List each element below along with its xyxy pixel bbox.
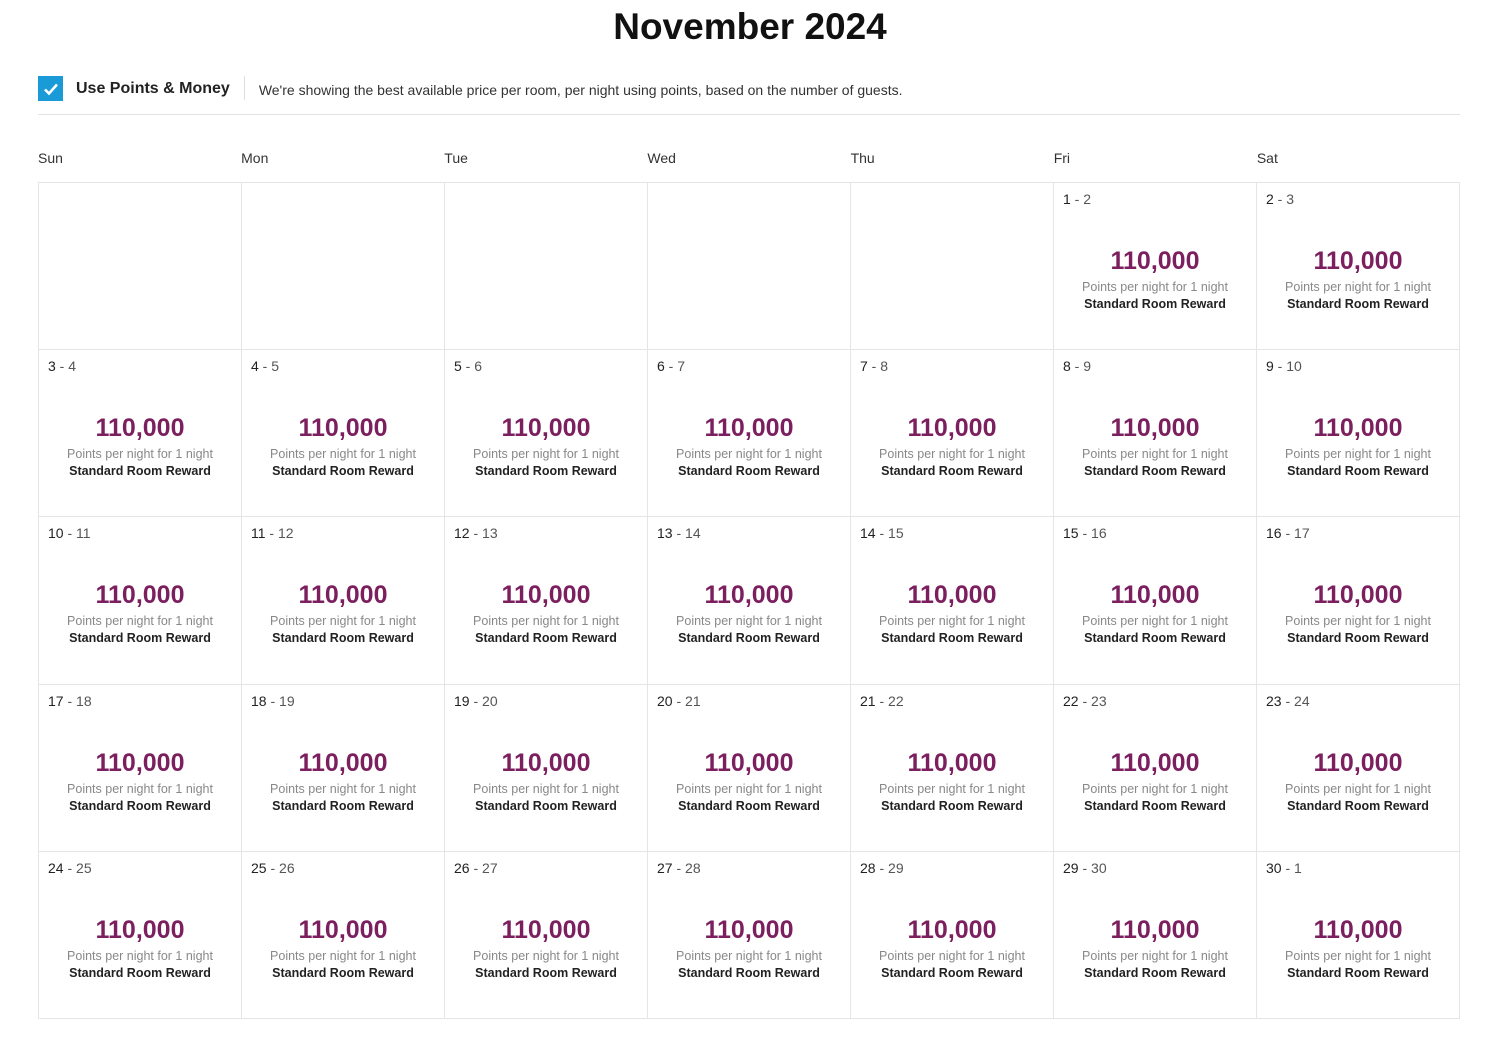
points-price: 110,000 xyxy=(1313,581,1403,610)
points-subtitle: Points per night for 1 night xyxy=(67,447,213,462)
room-type: Standard Room Reward xyxy=(678,464,820,479)
room-type: Standard Room Reward xyxy=(678,631,820,646)
calendar-day-cell[interactable] xyxy=(242,685,445,852)
points-price: 110,000 xyxy=(298,915,388,944)
points-subtitle: Points per night for 1 night xyxy=(1285,948,1431,963)
check-in-day: 14 xyxy=(860,525,876,542)
points-subtitle: Points per night for 1 night xyxy=(1082,614,1228,629)
date-range: 3 - 4 xyxy=(48,358,77,375)
weekday-header xyxy=(38,150,1460,166)
check-out-day: 11 xyxy=(76,525,91,542)
date-range: 15 - 16 xyxy=(1063,525,1107,542)
room-type: Standard Room Reward xyxy=(475,798,617,813)
check-out-day: 25 xyxy=(76,859,92,876)
room-type: Standard Room Reward xyxy=(1084,631,1226,646)
calendar-day-cell[interactable] xyxy=(648,517,851,684)
check-in-day: 26 xyxy=(454,859,470,876)
points-subtitle: Points per night for 1 night xyxy=(1285,447,1431,462)
room-type: Standard Room Reward xyxy=(881,965,1023,980)
room-type: Standard Room Reward xyxy=(272,965,414,980)
points-price: 110,000 xyxy=(1313,414,1403,443)
page-title: November 2024 xyxy=(613,6,887,47)
check-out-day: 6 xyxy=(474,358,483,375)
calendar-day-cell[interactable] xyxy=(445,852,648,1019)
empty-cell xyxy=(39,183,242,350)
calendar-day-cell[interactable] xyxy=(242,350,445,517)
points-subtitle: Points per night for 1 night xyxy=(1285,781,1431,796)
check-in-day: 27 xyxy=(657,859,673,876)
check-out-day: 18 xyxy=(76,692,92,709)
check-out-day: 30 xyxy=(1091,859,1107,876)
room-type: Standard Room Reward xyxy=(475,464,617,479)
check-in-day: 8 xyxy=(1063,358,1071,375)
calendar-day-cell[interactable] xyxy=(39,852,242,1019)
points-price: 110,000 xyxy=(95,748,185,777)
points-price: 110,000 xyxy=(1110,581,1200,610)
room-type: Standard Room Reward xyxy=(678,798,820,813)
points-subtitle: Points per night for 1 night xyxy=(1285,614,1431,629)
check-in-day: 25 xyxy=(251,859,267,876)
calendar-day-cell[interactable] xyxy=(39,350,242,517)
points-price: 110,000 xyxy=(704,414,794,443)
check-out-day: 28 xyxy=(685,859,701,876)
check-in-day: 23 xyxy=(1266,692,1282,709)
date-range: 6 - 7 xyxy=(657,358,686,375)
points-subtitle: Points per night for 1 night xyxy=(473,948,619,963)
points-price: 110,000 xyxy=(1110,247,1200,275)
points-price: 110,000 xyxy=(1110,915,1200,944)
room-type: Standard Room Reward xyxy=(1287,965,1429,980)
date-range: 14 - 15 xyxy=(860,525,904,542)
date-range: 8 - 9 xyxy=(1063,358,1092,375)
points-price: 110,000 xyxy=(95,581,185,610)
check-out-day: 17 xyxy=(1294,525,1310,542)
points-money-toggle-row xyxy=(38,76,1460,115)
check-in-day: 15 xyxy=(1063,525,1079,542)
check-in-day: 21 xyxy=(860,692,876,709)
calendar-day-cell[interactable] xyxy=(39,685,242,852)
weekday-thu: Thu xyxy=(850,150,875,166)
points-subtitle: Points per night for 1 night xyxy=(473,781,619,796)
check-in-day: 22 xyxy=(1063,692,1079,709)
calendar-day-cell[interactable] xyxy=(1257,685,1460,852)
check-out-day: 23 xyxy=(1091,692,1107,709)
points-subtitle: Points per night for 1 night xyxy=(1082,948,1228,963)
date-range: 7 - 8 xyxy=(860,358,889,375)
room-type: Standard Room Reward xyxy=(475,631,617,646)
date-range: 28 - 29 xyxy=(860,859,904,876)
points-subtitle: Points per night for 1 night xyxy=(879,948,1025,963)
check-out-day: 1 xyxy=(1294,859,1302,876)
points-price: 110,000 xyxy=(704,581,794,610)
points-price: 110,000 xyxy=(1313,748,1403,777)
use-points-money-checkbox[interactable] xyxy=(38,76,63,101)
calendar-day-cell[interactable] xyxy=(445,350,648,517)
calendar-day-cell[interactable] xyxy=(242,517,445,684)
weekday-tue: Tue xyxy=(444,150,468,166)
empty-cell xyxy=(648,183,851,350)
date-range: 24 - 25 xyxy=(48,859,92,876)
weekday-sat: Sat xyxy=(1256,150,1278,166)
check-in-day: 11 xyxy=(251,525,266,542)
points-subtitle: Points per night for 1 night xyxy=(473,447,619,462)
empty-cell xyxy=(445,183,648,350)
points-subtitle: Points per night for 1 night xyxy=(67,948,213,963)
points-subtitle: Points per night for 1 night xyxy=(1285,280,1431,294)
date-range: 25 - 26 xyxy=(251,859,295,876)
room-type: Standard Room Reward xyxy=(69,798,211,813)
checkmark-icon xyxy=(43,82,59,96)
check-in-day: 18 xyxy=(251,692,267,709)
check-in-day: 20 xyxy=(657,692,673,709)
calendar-grid xyxy=(38,182,1460,1019)
check-in-day: 9 xyxy=(1266,358,1274,375)
date-range: 5 - 6 xyxy=(454,358,483,375)
room-type: Standard Room Reward xyxy=(272,631,414,646)
pricing-description: We're showing the best available price per room, per night using points, based on the number of guests. xyxy=(258,82,903,98)
calendar-day-cell[interactable] xyxy=(648,852,851,1019)
room-type: Standard Room Reward xyxy=(881,631,1023,646)
points-subtitle: Points per night for 1 night xyxy=(1082,447,1228,462)
points-subtitle: Points per night for 1 night xyxy=(1082,781,1228,796)
points-subtitle: Points per night for 1 night xyxy=(879,781,1025,796)
calendar-day-cell[interactable] xyxy=(851,852,1054,1019)
check-out-day: 29 xyxy=(888,859,904,876)
check-in-day: 2 xyxy=(1266,191,1274,207)
date-range: 11 - 12 xyxy=(251,525,294,542)
points-price: 110,000 xyxy=(298,581,388,610)
points-subtitle: Points per night for 1 night xyxy=(879,447,1025,462)
room-type: Standard Room Reward xyxy=(1084,297,1226,311)
check-in-day: 30 xyxy=(1266,859,1282,876)
calendar-day-cell[interactable] xyxy=(242,852,445,1019)
check-in-day: 13 xyxy=(657,525,673,542)
check-in-day: 1 xyxy=(1063,191,1071,207)
check-out-day: 8 xyxy=(880,358,889,375)
room-type: Standard Room Reward xyxy=(1084,464,1226,479)
calendar-day-cell[interactable] xyxy=(851,350,1054,517)
room-type: Standard Room Reward xyxy=(1287,798,1429,813)
points-price: 110,000 xyxy=(907,915,997,944)
date-range: 21 - 22 xyxy=(860,692,904,709)
points-price: 110,000 xyxy=(95,414,185,443)
date-range: 22 - 23 xyxy=(1063,692,1107,709)
check-out-day: 24 xyxy=(1294,692,1310,709)
points-price: 110,000 xyxy=(907,748,997,777)
check-in-day: 24 xyxy=(48,859,64,876)
check-in-day: 29 xyxy=(1063,859,1079,876)
points-price: 110,000 xyxy=(1110,748,1200,777)
calendar-day-cell[interactable] xyxy=(1257,852,1460,1019)
check-out-day: 15 xyxy=(888,525,904,542)
points-subtitle: Points per night for 1 night xyxy=(676,781,822,796)
check-out-day: 3 xyxy=(1286,191,1295,207)
check-out-day: 13 xyxy=(482,525,498,542)
room-type: Standard Room Reward xyxy=(272,464,414,479)
points-subtitle: Points per night for 1 night xyxy=(676,948,822,963)
check-in-day: 12 xyxy=(454,525,470,542)
check-out-day: 22 xyxy=(888,692,904,709)
check-out-day: 14 xyxy=(685,525,701,542)
check-in-day: 5 xyxy=(454,358,462,375)
room-type: Standard Room Reward xyxy=(272,798,414,813)
room-type: Standard Room Reward xyxy=(1084,798,1226,813)
points-price: 110,000 xyxy=(95,915,185,944)
check-in-day: 28 xyxy=(860,859,876,876)
calendar-day-cell[interactable] xyxy=(648,350,851,517)
calendar-day-cell[interactable] xyxy=(1054,183,1257,350)
calendar-day-cell[interactable] xyxy=(1054,517,1257,684)
date-range: 20 - 21 xyxy=(657,692,701,709)
points-price: 110,000 xyxy=(298,748,388,777)
room-type: Standard Room Reward xyxy=(69,631,211,646)
points-subtitle: Points per night for 1 night xyxy=(676,614,822,629)
check-in-day: 10 xyxy=(48,525,64,542)
points-subtitle: Points per night for 1 night xyxy=(270,614,416,629)
check-out-day: 5 xyxy=(271,358,280,375)
room-type: Standard Room Reward xyxy=(69,965,211,980)
check-in-day: 17 xyxy=(48,692,64,709)
check-out-day: 21 xyxy=(685,692,701,709)
points-price: 110,000 xyxy=(501,915,591,944)
date-range: 9 - 10 xyxy=(1266,358,1302,375)
room-type: Standard Room Reward xyxy=(1287,464,1429,479)
check-out-day: 10 xyxy=(1286,358,1302,375)
room-type: Standard Room Reward xyxy=(1287,631,1429,646)
check-out-day: 16 xyxy=(1091,525,1107,542)
calendar-day-cell[interactable] xyxy=(851,685,1054,852)
check-out-day: 20 xyxy=(482,692,498,709)
points-subtitle: Points per night for 1 night xyxy=(676,447,822,462)
check-in-day: 4 xyxy=(251,358,259,375)
date-range: 30 - 1 xyxy=(1266,859,1302,876)
calendar-day-cell[interactable] xyxy=(39,517,242,684)
points-price: 110,000 xyxy=(907,414,997,443)
date-range: 23 - 24 xyxy=(1266,692,1310,709)
check-in-day: 3 xyxy=(48,358,56,375)
date-range: 16 - 17 xyxy=(1266,525,1310,542)
check-in-day: 19 xyxy=(454,692,470,709)
room-type: Standard Room Reward xyxy=(881,798,1023,813)
calendar-day-cell[interactable] xyxy=(1054,350,1257,517)
points-price: 110,000 xyxy=(1110,414,1200,443)
points-subtitle: Points per night for 1 night xyxy=(1082,280,1228,294)
date-range: 17 - 18 xyxy=(48,692,92,709)
date-range: 12 - 13 xyxy=(454,525,498,542)
check-out-day: 19 xyxy=(279,692,295,709)
date-range: 29 - 30 xyxy=(1063,859,1107,876)
points-price: 110,000 xyxy=(907,581,997,610)
points-subtitle: Points per night for 1 night xyxy=(473,614,619,629)
calendar-day-cell[interactable] xyxy=(1054,852,1257,1019)
points-price: 110,000 xyxy=(298,414,388,443)
room-type: Standard Room Reward xyxy=(678,965,820,980)
weekday-mon: Mon xyxy=(241,150,269,166)
check-out-day: 12 xyxy=(278,525,294,542)
points-price: 110,000 xyxy=(704,748,794,777)
points-subtitle: Points per night for 1 night xyxy=(67,781,213,796)
points-subtitle: Points per night for 1 night xyxy=(879,614,1025,629)
points-price: 110,000 xyxy=(501,748,591,777)
room-type: Standard Room Reward xyxy=(475,965,617,980)
weekday-wed: Wed xyxy=(647,150,676,166)
points-subtitle: Points per night for 1 night xyxy=(270,781,416,796)
room-type: Standard Room Reward xyxy=(1287,297,1429,311)
date-range: 1 - 2 xyxy=(1063,191,1092,207)
points-price: 110,000 xyxy=(704,915,794,944)
check-out-day: 27 xyxy=(482,859,498,876)
room-type: Standard Room Reward xyxy=(881,464,1023,479)
check-in-day: 6 xyxy=(657,358,665,375)
check-out-day: 9 xyxy=(1083,358,1092,375)
points-subtitle: Points per night for 1 night xyxy=(67,614,213,629)
divider xyxy=(244,76,245,100)
check-in-day: 7 xyxy=(860,358,868,375)
check-out-day: 7 xyxy=(677,358,686,375)
calendar-day-cell[interactable] xyxy=(445,685,648,852)
calendar-day-cell[interactable] xyxy=(1257,350,1460,517)
points-price: 110,000 xyxy=(1313,247,1403,275)
points-price: 110,000 xyxy=(1313,915,1403,944)
date-range: 26 - 27 xyxy=(454,859,498,876)
check-in-day: 16 xyxy=(1266,525,1282,542)
weekday-sun: Sun xyxy=(38,150,63,166)
empty-cell xyxy=(851,183,1054,350)
check-out-day: 26 xyxy=(279,859,295,876)
date-range: 19 - 20 xyxy=(454,692,498,709)
calendar-day-cell[interactable] xyxy=(1257,183,1460,350)
use-points-money-label[interactable]: Use Points & Money xyxy=(76,80,230,97)
date-range: 4 - 5 xyxy=(251,358,280,375)
points-price: 110,000 xyxy=(501,414,591,443)
room-type: Standard Room Reward xyxy=(1084,965,1226,980)
date-range: 18 - 19 xyxy=(251,692,295,709)
date-range: 13 - 14 xyxy=(657,525,701,542)
room-type: Standard Room Reward xyxy=(69,464,211,479)
empty-cell xyxy=(242,183,445,350)
date-range: 2 - 3 xyxy=(1266,191,1295,207)
points-price: 110,000 xyxy=(501,581,591,610)
calendar-day-cell[interactable] xyxy=(648,685,851,852)
calendar-day-cell[interactable] xyxy=(445,517,648,684)
check-out-day: 2 xyxy=(1083,191,1092,207)
date-range: 10 - 11 xyxy=(48,525,91,542)
weekday-fri: Fri xyxy=(1053,150,1071,166)
points-subtitle: Points per night for 1 night xyxy=(270,447,416,462)
date-range: 27 - 28 xyxy=(657,859,701,876)
calendar-day-cell[interactable] xyxy=(1257,517,1460,684)
calendar-day-cell[interactable] xyxy=(1054,685,1257,852)
calendar-day-cell[interactable] xyxy=(851,517,1054,684)
check-out-day: 4 xyxy=(68,358,77,375)
points-subtitle: Points per night for 1 night xyxy=(270,948,416,963)
